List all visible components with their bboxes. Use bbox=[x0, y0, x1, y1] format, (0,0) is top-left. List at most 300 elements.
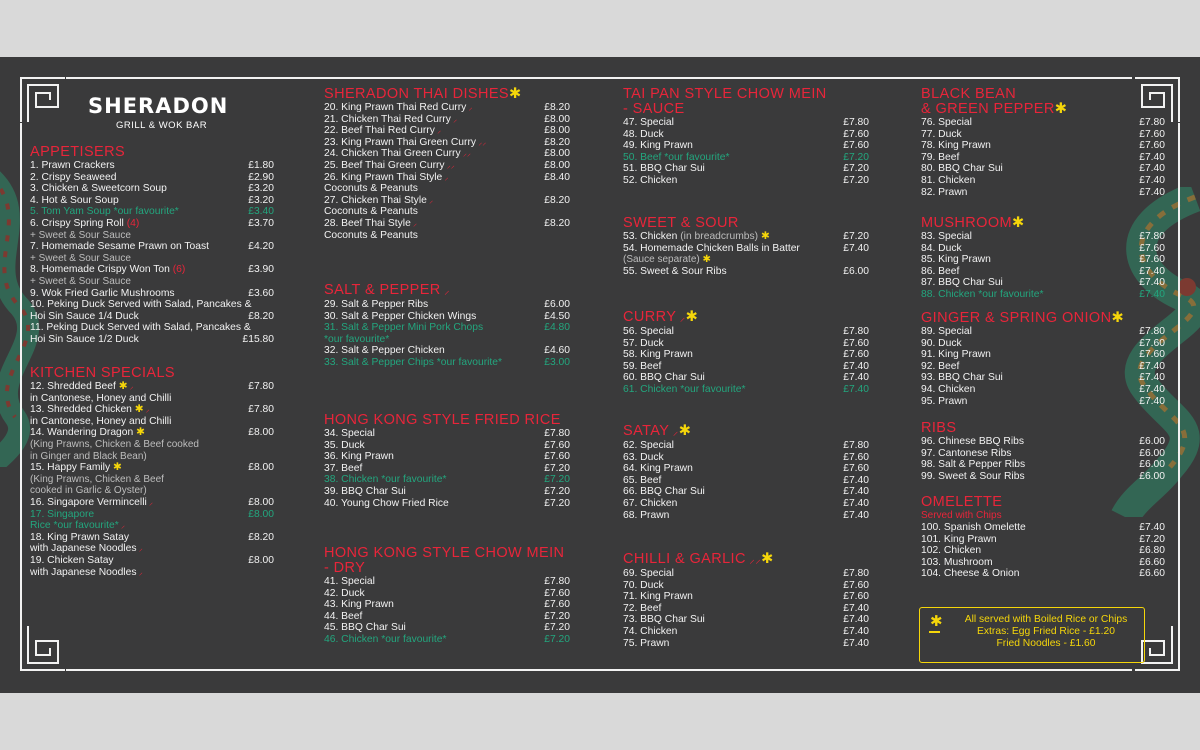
item-name bbox=[30, 381, 134, 393]
item-name bbox=[921, 545, 981, 557]
item-price: £8.00 bbox=[544, 113, 570, 125]
chili-icon: ⸝ bbox=[442, 172, 449, 182]
item-name-text: 2. Crispy Seaweed bbox=[30, 171, 117, 183]
item-price: £7.20 bbox=[843, 231, 869, 242]
section-heading bbox=[921, 216, 1165, 231]
item-price: £7.20 bbox=[544, 610, 570, 622]
menu-item bbox=[623, 591, 869, 603]
item-price: £7.20 bbox=[544, 474, 570, 486]
item-name-text: 82. Prawn bbox=[921, 186, 968, 198]
item-name-text: 25. Beef Thai Green Curry bbox=[324, 159, 445, 171]
item-price: £8.00 bbox=[544, 125, 570, 137]
item-name-text: 29. Salt & Pepper Ribs bbox=[324, 299, 429, 310]
item-price: £3.60 bbox=[248, 287, 274, 299]
item-price: £6.00 bbox=[544, 299, 570, 310]
item-name-text: with Japanese Noodles bbox=[30, 566, 137, 578]
item-price: £7.40 bbox=[1139, 372, 1165, 384]
menu-item bbox=[921, 243, 1165, 255]
item-price: £7.60 bbox=[544, 451, 570, 463]
item-name bbox=[623, 614, 705, 626]
menu-item bbox=[30, 567, 274, 579]
heading-text: & GREEN PEPPER bbox=[921, 101, 1055, 117]
item-name bbox=[921, 163, 1003, 175]
item-price: £7.40 bbox=[1139, 163, 1165, 175]
item-name-text: 10. Peking Duck Served with Salad, Pancakes & bbox=[30, 299, 252, 311]
item-price: £8.00 bbox=[248, 496, 274, 508]
chili-icon: ⸝ bbox=[440, 285, 451, 297]
item-price: £7.20 bbox=[843, 163, 869, 175]
item-price: £7.40 bbox=[1139, 522, 1165, 533]
section-tai-pan-chow-mein bbox=[623, 87, 869, 187]
item-name-text: 91. King Prawn bbox=[921, 349, 991, 361]
menu-item bbox=[30, 497, 274, 509]
item-price: £7.40 bbox=[843, 486, 869, 498]
item-name bbox=[921, 436, 1024, 448]
item-name-text: 98. Salt & Pepper Ribs bbox=[921, 459, 1026, 471]
item-name-text: 32. Salt & Pepper Chicken bbox=[324, 345, 445, 357]
star-icon: ✱ bbox=[1054, 101, 1068, 117]
item-name bbox=[30, 416, 171, 428]
menu-item bbox=[324, 334, 570, 346]
item-name-text: 61. Chicken *our favourite* bbox=[623, 383, 746, 395]
item-price: £6.00 bbox=[843, 265, 869, 277]
item-price: £6.00 bbox=[1139, 459, 1165, 471]
menu-item bbox=[30, 311, 274, 323]
star-icon: ✱ bbox=[685, 309, 699, 325]
menu-item bbox=[921, 568, 1165, 580]
item-name bbox=[30, 334, 139, 346]
item-name-text: 55. Sweet & Sour Ribs bbox=[623, 265, 727, 277]
item-name bbox=[30, 241, 209, 253]
item-name-text: 103. Mushroom bbox=[921, 556, 993, 568]
item-price: £6.80 bbox=[1139, 545, 1165, 557]
item-price: £4.50 bbox=[544, 310, 570, 322]
item-name bbox=[30, 288, 175, 300]
item-name bbox=[623, 349, 693, 361]
menu-item bbox=[921, 152, 1165, 164]
item-name-text: 48. Duck bbox=[623, 128, 664, 140]
menu-item bbox=[623, 626, 869, 638]
item-name bbox=[324, 206, 418, 218]
item-name-text: 16. Singapore Vermincelli bbox=[30, 496, 147, 508]
star-icon: ✱ bbox=[1111, 310, 1125, 326]
item-name-text: 3. Chicken & Sweetcorn Soup bbox=[30, 183, 167, 195]
menu-item bbox=[921, 361, 1165, 373]
item-name bbox=[324, 218, 417, 230]
item-name-text: 54. Homemade Chicken Balls in Batter bbox=[623, 242, 800, 254]
section-hk-chow-mein bbox=[324, 546, 570, 646]
item-name-text: 43. King Prawn bbox=[324, 599, 394, 611]
item-price: £4.60 bbox=[544, 345, 570, 357]
item-name-text: 8. Homemade Crispy Won Ton bbox=[30, 264, 170, 276]
item-name-text: 86. Beef bbox=[921, 265, 960, 277]
item-name-text: 69. Special bbox=[623, 568, 674, 579]
menu-item bbox=[324, 345, 570, 357]
item-name bbox=[921, 140, 991, 152]
item-name bbox=[623, 475, 661, 487]
item-name-text: 52. Chicken bbox=[623, 174, 678, 186]
menu-board bbox=[0, 57, 1200, 693]
menu-item bbox=[921, 384, 1165, 396]
item-price: £7.40 bbox=[1139, 174, 1165, 186]
menu-item bbox=[623, 498, 869, 510]
item-price: £7.60 bbox=[1139, 242, 1165, 254]
item-price: £7.60 bbox=[544, 439, 570, 451]
item-name bbox=[30, 322, 251, 334]
item-name bbox=[324, 611, 362, 623]
item-name-text: 38. Chicken *our favourite* bbox=[324, 474, 447, 486]
item-price: £7.80 bbox=[843, 568, 869, 579]
item-price: £15.80 bbox=[242, 333, 274, 345]
item-name bbox=[324, 160, 455, 172]
menu-item bbox=[324, 622, 570, 634]
item-name-text: in Cantonese, Honey and Chilli bbox=[30, 392, 172, 404]
heading-text: SWEET & SOUR bbox=[623, 215, 739, 231]
item-name bbox=[623, 326, 674, 338]
item-name bbox=[921, 448, 1011, 460]
item-price: £3.40 bbox=[248, 206, 274, 218]
item-price: £8.00 bbox=[248, 462, 274, 474]
menu-item bbox=[623, 338, 869, 350]
item-name bbox=[921, 384, 975, 396]
heading-text: KITCHEN SPECIALS bbox=[30, 365, 175, 381]
item-name-text: 42. Duck bbox=[324, 587, 365, 599]
menu-item bbox=[623, 243, 869, 255]
menu-item bbox=[30, 183, 274, 195]
menu-item bbox=[324, 183, 570, 195]
section-salt-pepper bbox=[324, 283, 570, 369]
item-name bbox=[30, 195, 119, 207]
item-price: £4.80 bbox=[544, 322, 570, 334]
menu-item bbox=[623, 614, 869, 626]
heading-text: - SAUCE bbox=[623, 101, 685, 117]
item-name-text: 70. Duck bbox=[623, 579, 664, 591]
item-name bbox=[30, 497, 153, 509]
item-name-text: 104. Cheese & Onion bbox=[921, 568, 1020, 580]
item-name-text: 96. Chinese BBQ Ribs bbox=[921, 436, 1025, 447]
section-heading bbox=[623, 87, 869, 102]
item-name-text: 6. Crispy Spring Roll bbox=[30, 217, 124, 229]
chili-icon: ⸝ bbox=[136, 544, 143, 554]
item-name bbox=[324, 114, 457, 126]
item-name bbox=[623, 384, 746, 396]
menu-item bbox=[30, 427, 274, 439]
item-name-text: 74. Chicken bbox=[623, 625, 678, 637]
item-name-text: 83. Special bbox=[921, 231, 972, 242]
item-name bbox=[921, 349, 991, 361]
item-name-text: 80. BBQ Char Sui bbox=[921, 163, 1003, 175]
section-heading bbox=[921, 311, 1165, 326]
note-line-3: Fried Noodles - £1.60 bbox=[996, 638, 1096, 649]
corner-ornament-tl bbox=[20, 77, 66, 123]
item-name-text: Rice *our favourite* bbox=[30, 520, 119, 532]
item-name-text: 68. Prawn bbox=[623, 509, 670, 521]
menu-item bbox=[623, 384, 869, 396]
item-price: £7.60 bbox=[843, 463, 869, 475]
menu-item bbox=[324, 195, 570, 207]
section-heading bbox=[921, 421, 1165, 436]
item-price: £7.80 bbox=[843, 326, 869, 337]
menu-item bbox=[324, 611, 570, 623]
item-price: £7.60 bbox=[1139, 128, 1165, 140]
section-heading bbox=[921, 87, 1165, 102]
item-name bbox=[623, 266, 727, 278]
menu-item bbox=[30, 509, 274, 521]
item-note bbox=[30, 253, 274, 265]
menu-item bbox=[30, 218, 274, 230]
note-text: + Sweet & Sour Sauce bbox=[30, 229, 131, 241]
frame-bottom-line bbox=[66, 669, 1132, 671]
item-name bbox=[324, 230, 418, 242]
menu-item bbox=[921, 266, 1165, 278]
item-price: £8.00 bbox=[248, 427, 274, 439]
section-heading-line-2 bbox=[324, 561, 570, 576]
menu-item bbox=[921, 129, 1165, 141]
menu-item bbox=[921, 522, 1165, 534]
section-satay bbox=[623, 424, 869, 521]
menu-item bbox=[30, 416, 274, 428]
item-name bbox=[623, 568, 674, 580]
section-heading bbox=[324, 413, 570, 428]
chili-icon: ⸝ bbox=[127, 382, 134, 391]
item-name-text: 92. Beef bbox=[921, 360, 960, 372]
item-price: £3.00 bbox=[544, 356, 570, 368]
chili-icon: ⸝ bbox=[426, 195, 434, 205]
item-name bbox=[921, 152, 959, 164]
menu-item bbox=[30, 322, 274, 334]
item-price: £8.20 bbox=[544, 102, 570, 113]
restaurant-logo bbox=[88, 94, 238, 131]
item-name bbox=[324, 183, 418, 195]
item-note bbox=[623, 254, 869, 266]
item-price: £8.00 bbox=[248, 554, 274, 566]
item-price: £7.40 bbox=[843, 372, 869, 384]
menu-item bbox=[623, 140, 869, 152]
menu-item bbox=[30, 555, 274, 567]
frame-left-line bbox=[20, 123, 22, 627]
item-name bbox=[324, 311, 476, 323]
menu-item bbox=[324, 322, 570, 334]
item-name-text: 45. BBQ Char Sui bbox=[324, 622, 406, 634]
item-name-text: 35. Duck bbox=[324, 439, 365, 451]
menu-item bbox=[921, 349, 1165, 361]
menu-item bbox=[623, 638, 869, 650]
item-name-text: 79. Beef bbox=[921, 151, 960, 163]
item-name bbox=[623, 117, 674, 129]
item-price: £6.00 bbox=[1139, 447, 1165, 459]
menu-item bbox=[623, 580, 869, 592]
item-price: £7.60 bbox=[544, 587, 570, 599]
heading-text: BLACK BEAN bbox=[921, 86, 1017, 102]
menu-item bbox=[623, 372, 869, 384]
section-heading bbox=[30, 366, 274, 381]
menu-item bbox=[921, 254, 1165, 266]
menu-item bbox=[623, 175, 869, 187]
item-name-text: 34. Special bbox=[324, 428, 375, 439]
menu-item bbox=[623, 152, 869, 164]
item-name-text: 60. BBQ Char Sui bbox=[623, 372, 705, 384]
section-omelette bbox=[921, 495, 1165, 580]
item-name-text: 5. Tom Yam Soup *our favourite* bbox=[30, 206, 179, 218]
chili-icon: ⸝⸝ bbox=[745, 554, 762, 566]
menu-item bbox=[30, 160, 274, 172]
heading-text: GINGER & SPRING ONION bbox=[921, 310, 1112, 326]
star-icon: ✱ bbox=[133, 427, 145, 439]
menu-item bbox=[30, 288, 274, 300]
note-text: (Sauce separate) bbox=[623, 254, 700, 266]
menu-item bbox=[324, 172, 570, 184]
section-thai-dishes bbox=[324, 87, 570, 241]
menu-item bbox=[324, 299, 570, 311]
item-name bbox=[623, 638, 669, 650]
menu-item bbox=[623, 603, 869, 615]
item-name-text: 9. Wok Fried Garlic Mushrooms bbox=[30, 287, 175, 299]
item-price: £6.00 bbox=[1139, 470, 1165, 482]
item-price: £7.40 bbox=[843, 242, 869, 254]
item-extra: (4) bbox=[123, 217, 140, 229]
item-name-text: 77. Duck bbox=[921, 128, 962, 140]
item-name-text: 57. Duck bbox=[623, 337, 664, 349]
item-price: £7.40 bbox=[1139, 151, 1165, 163]
section-subheading: Served with Chips bbox=[921, 510, 1002, 521]
item-name-text: 17. Singapore bbox=[30, 508, 95, 520]
menu-item bbox=[324, 102, 570, 114]
star-icon: ✱ bbox=[761, 551, 774, 567]
heading-text: CHILLI & GARLIC bbox=[623, 551, 746, 567]
menu-item bbox=[30, 520, 274, 532]
item-name-text: 85. King Prawn bbox=[921, 254, 991, 266]
item-name-text: 23. King Prawn Thai Green Curry bbox=[324, 136, 477, 148]
item-name-text: 47. Special bbox=[623, 117, 674, 128]
item-name-text: 44. Beef bbox=[324, 610, 363, 622]
item-name bbox=[30, 311, 139, 323]
item-name-text: 49. King Prawn bbox=[623, 140, 693, 152]
item-name bbox=[30, 183, 167, 195]
item-name-text: 78. King Prawn bbox=[921, 140, 991, 152]
item-name bbox=[30, 543, 143, 555]
menu-item bbox=[324, 311, 570, 323]
section-heading bbox=[324, 546, 570, 561]
menu-item bbox=[30, 334, 274, 346]
item-price: £7.80 bbox=[843, 117, 869, 128]
item-name bbox=[623, 361, 661, 373]
item-name bbox=[921, 231, 972, 243]
item-name bbox=[623, 440, 674, 452]
item-name bbox=[921, 277, 1003, 289]
menu-item bbox=[921, 471, 1165, 483]
heading-text: TAI PAN STYLE CHOW MEIN bbox=[623, 86, 827, 102]
menu-item bbox=[30, 264, 274, 276]
item-name bbox=[30, 567, 143, 579]
item-name-text: *our favourite* bbox=[324, 333, 390, 345]
item-name bbox=[623, 603, 661, 615]
item-name bbox=[623, 486, 705, 498]
item-note bbox=[30, 439, 274, 451]
heading-text: - DRY bbox=[324, 560, 366, 576]
menu-item bbox=[921, 396, 1165, 408]
item-name bbox=[921, 338, 962, 350]
menu-item bbox=[623, 361, 869, 373]
item-price: £7.80 bbox=[248, 381, 274, 392]
item-name-text: 56. Special bbox=[623, 326, 674, 337]
item-name-text: 7. Homemade Sesame Prawn on Toast bbox=[30, 241, 209, 253]
item-name bbox=[30, 206, 179, 218]
chili-icon: ⸝ bbox=[136, 567, 143, 577]
item-price: £7.80 bbox=[843, 440, 869, 451]
item-note bbox=[30, 276, 274, 288]
item-name bbox=[30, 509, 94, 521]
star-icon: ✱ bbox=[509, 86, 522, 102]
section-heading bbox=[623, 216, 869, 231]
item-name-text: 87. BBQ Char Sui bbox=[921, 277, 1003, 289]
item-name bbox=[921, 117, 972, 129]
item-name bbox=[324, 588, 365, 600]
star-icon: ✱ bbox=[1012, 215, 1025, 231]
item-name-text: 75. Prawn bbox=[623, 637, 670, 649]
item-name bbox=[623, 510, 669, 522]
item-price: £7.40 bbox=[1139, 288, 1165, 300]
menu-item bbox=[921, 175, 1165, 187]
item-name bbox=[30, 462, 122, 474]
item-price: £7.20 bbox=[843, 151, 869, 163]
menu-item bbox=[324, 114, 570, 126]
section-ginger-spring-onion bbox=[921, 311, 1165, 407]
menu-item bbox=[623, 163, 869, 175]
item-name-text: 66. BBQ Char Sui bbox=[623, 486, 705, 498]
heading-text: SALT & PEPPER bbox=[324, 282, 441, 298]
item-extra: (6) bbox=[169, 264, 186, 276]
menu-item bbox=[324, 137, 570, 149]
item-price: £8.00 bbox=[248, 508, 274, 520]
item-name bbox=[623, 580, 664, 592]
note-text: + Sweet & Sour Sauce bbox=[30, 252, 131, 264]
item-price: £7.40 bbox=[843, 474, 869, 486]
item-price: £3.90 bbox=[248, 264, 274, 276]
note-text: + Sweet & Sour Sauce bbox=[30, 275, 131, 287]
star-icon: ✱ bbox=[699, 254, 711, 266]
corner-ornament-bl bbox=[20, 625, 66, 671]
item-price: £7.60 bbox=[843, 337, 869, 349]
item-name bbox=[921, 471, 1025, 483]
heading-text: SHERADON THAI DISHES bbox=[324, 86, 509, 102]
item-name bbox=[623, 243, 800, 255]
section-heading bbox=[30, 145, 274, 160]
item-name-text: 13. Shredded Chicken bbox=[30, 404, 132, 416]
item-name-text: 102. Chicken bbox=[921, 545, 982, 557]
note-line-1: All served with Boiled Rice or Chips bbox=[964, 614, 1128, 625]
item-name-text: 58. King Prawn bbox=[623, 349, 693, 361]
item-price: £3.70 bbox=[248, 217, 274, 229]
item-name-text: 51. BBQ Char Sui bbox=[623, 163, 705, 175]
item-name bbox=[623, 175, 677, 187]
section-appetisers bbox=[30, 145, 274, 346]
menu-item bbox=[623, 440, 869, 452]
item-name bbox=[30, 427, 145, 439]
menu-item bbox=[623, 231, 869, 243]
item-price: £7.40 bbox=[843, 602, 869, 614]
star-icon: ✱ bbox=[930, 613, 943, 630]
item-price: £8.20 bbox=[544, 217, 570, 229]
item-name bbox=[623, 163, 705, 175]
item-price: £2.90 bbox=[248, 171, 274, 183]
item-name-text: 4. Hot & Sour Soup bbox=[30, 194, 119, 206]
item-name bbox=[324, 334, 389, 346]
item-price: £6.00 bbox=[1139, 436, 1165, 447]
item-name bbox=[30, 160, 115, 172]
item-price: £1.80 bbox=[248, 160, 274, 171]
section-heading bbox=[623, 310, 869, 326]
item-price: £8.00 bbox=[544, 148, 570, 160]
